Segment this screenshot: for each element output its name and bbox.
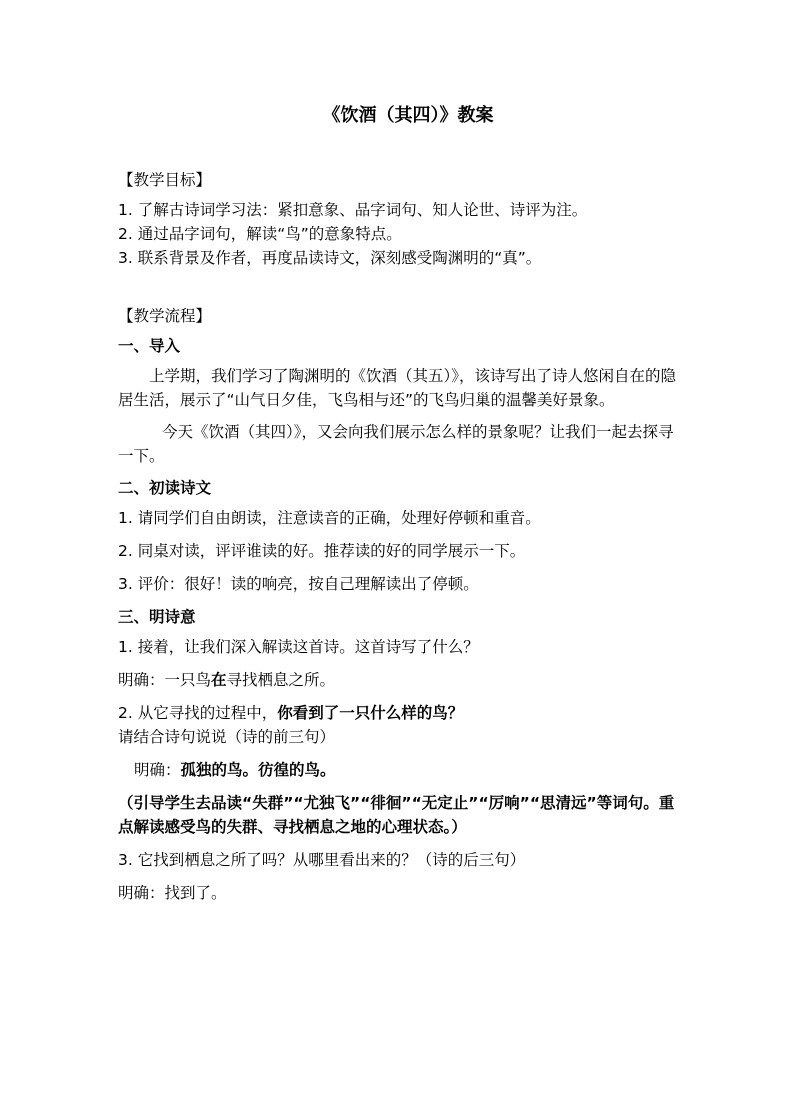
objective-item-2: 2. 通过品字词句，解读“鸟”的意象特点。 (118, 225, 402, 243)
meaning-answer-2 (118, 758, 678, 782)
intro-paragraph-1: 上学期，我们学习了陶渊明的《饮酒（其五）》，该诗写出了诗人悠闲自在的隐居生活，展示了“山气日夕佳，飞鸟相与还”的飞鸟归巢的温馨美好景象。 (118, 367, 677, 409)
objectives-heading: 【教学目标】 (118, 171, 212, 189)
document-content (118, 104, 678, 914)
teaching-guide-note: （引导学生去品读“失群”“尤独飞”“徘徊”“无定止”“厉响”“思清远”等词句。重点解读感受鸟的失群、寻找栖息之地的心理状态。） (118, 794, 675, 836)
answer-1-bold: 在 (211, 671, 227, 689)
meaning-question-2 (118, 701, 678, 749)
objective-item-3: 3. 联系背景及作者，再度品读诗文，深刻感受陶渊明的“真”。 (118, 249, 542, 267)
answer-1-suffix: 寻找栖息之所。 (226, 671, 336, 689)
section-first-reading-title: 二、初读诗文 (118, 479, 212, 497)
question-2-prefix: 2. 从它寻找的过程中， (118, 704, 278, 722)
question-2-suffix: 请结合诗句说说（诗的前三句） (118, 728, 336, 746)
meaning-question-1: 1. 接着，让我们深入解读这首诗。这首诗写了什么？ (118, 638, 479, 656)
meaning-answer-1 (118, 668, 678, 692)
meaning-question-3: 3. 它找到栖息之所了吗？从哪里看出来的？（诗的后三句） (118, 851, 526, 869)
section-intro-title: 一、导入 (118, 337, 181, 355)
answer-2-bold: 孤独的鸟。彷徨的鸟。 (180, 761, 336, 779)
question-2-bold: 你看到了一只什么样的鸟？ (277, 704, 464, 722)
answer-2-prefix: 明确： (134, 761, 181, 779)
reading-item-2: 2. 同桌对读，评评谁读的好。推荐读的好的同学展示一下。 (118, 542, 526, 560)
objective-item-1: 1. 了解古诗词学习法：紧扣意象、品字词句、知人论世、诗评为注。 (118, 201, 588, 219)
answer-1-prefix: 明确：一只鸟 (118, 671, 212, 689)
spacer (118, 270, 678, 292)
intro-paragraph-2: 今天《饮酒（其四）》，又会向我们展示怎么样的景象呢？让我们一起去探寻一下。 (118, 423, 674, 465)
meaning-answer-3: 明确：找到了。 (118, 884, 227, 902)
section-meaning-title: 三、明诗意 (118, 608, 196, 626)
document-title: 《饮酒（其四）》教案 (322, 105, 494, 126)
process-heading: 【教学流程】 (118, 307, 212, 325)
reading-item-1: 1. 请同学们自由朗读，注意读音的正确，处理好停顿和重音。 (118, 509, 541, 527)
reading-item-3: 3. 评价：很好！读的响亮，按自己理解读出了停顿。 (118, 575, 479, 593)
